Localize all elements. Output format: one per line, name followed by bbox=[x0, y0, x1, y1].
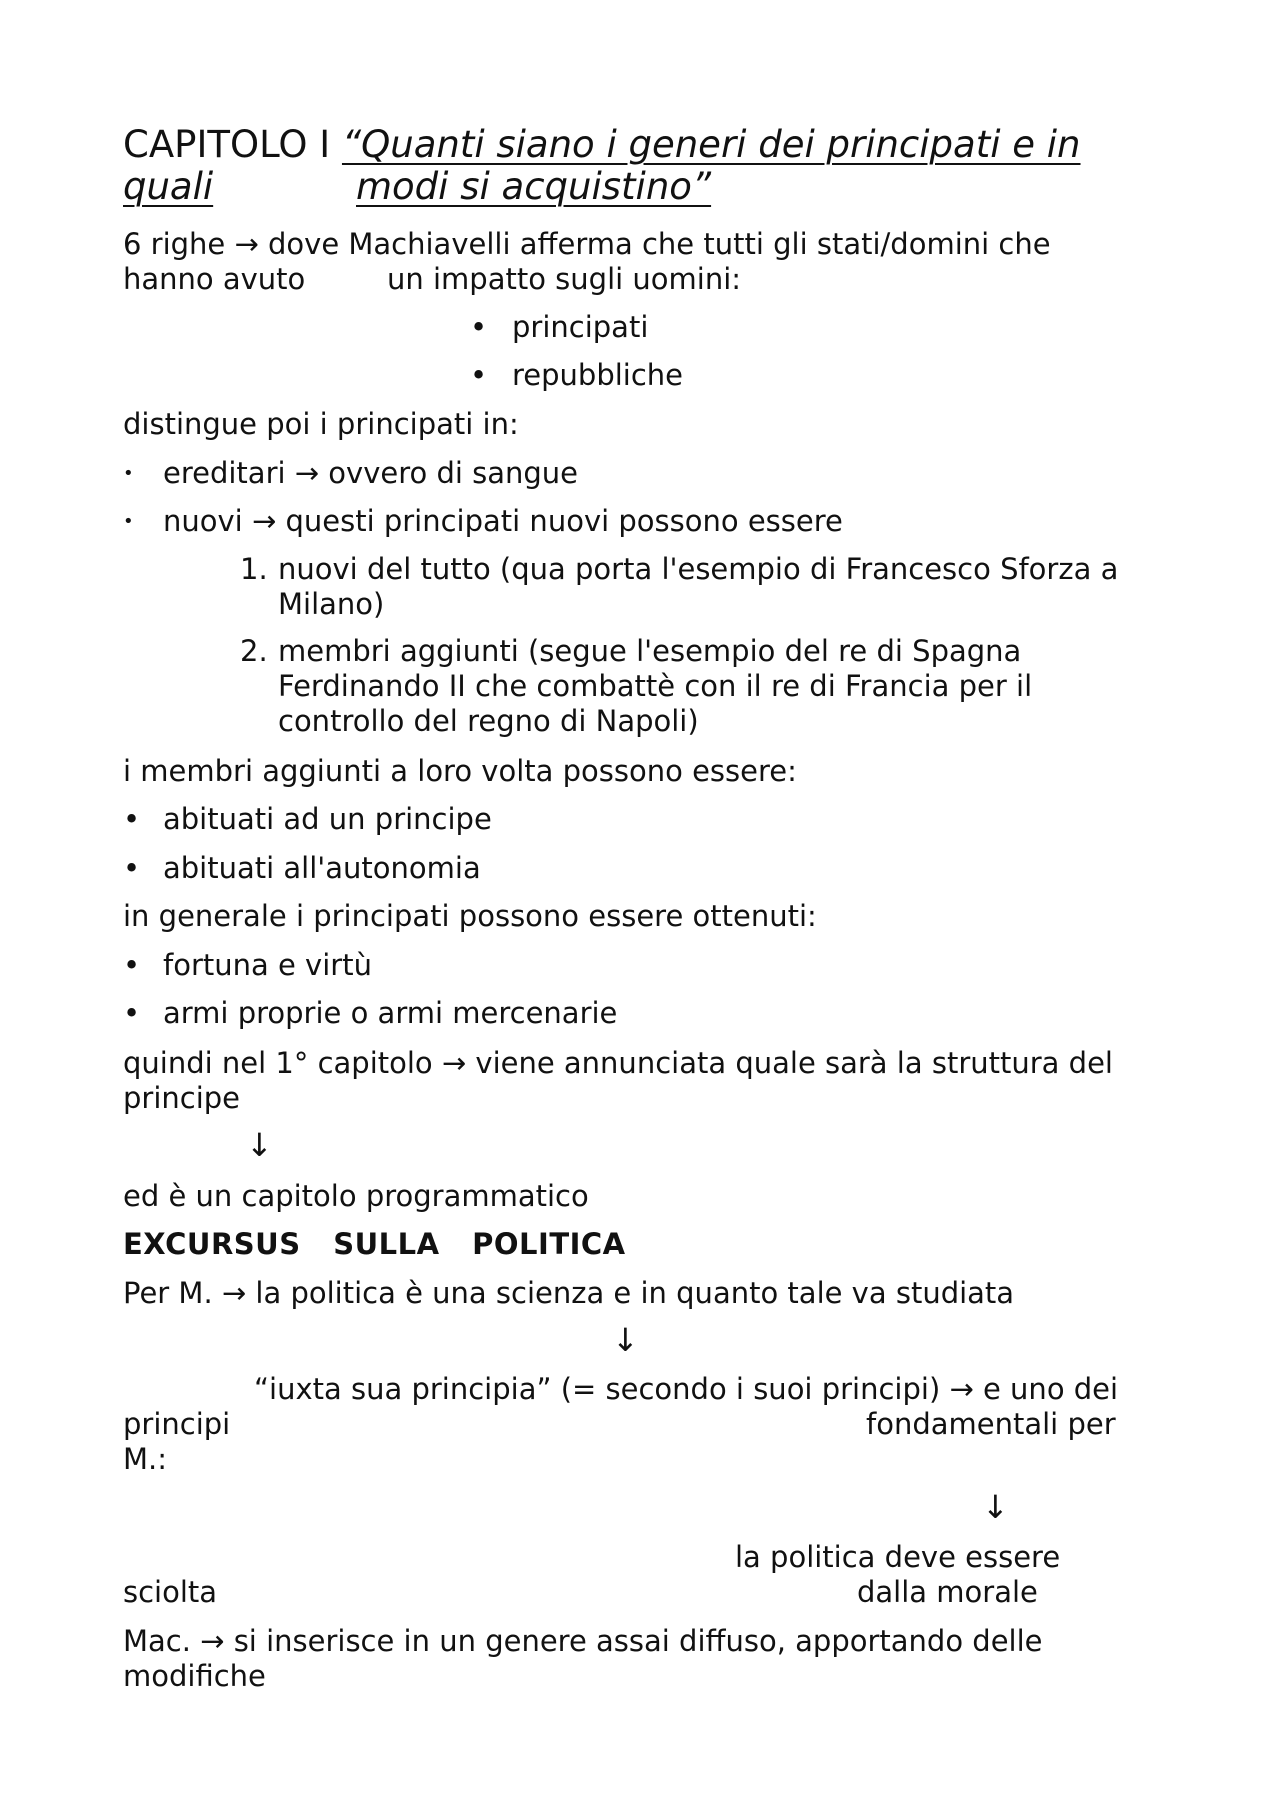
chapter-heading-line1 bbox=[123, 124, 1081, 166]
bullet-icon: • bbox=[123, 996, 141, 1030]
down-arrow-icon: ↓ bbox=[982, 1488, 1009, 1526]
numbered-item-1-line1: nuovi del tutto (qua porta l'esempio di Francesco Sforza a bbox=[278, 552, 1119, 586]
excursus-line4: M.: bbox=[123, 1442, 168, 1476]
down-arrow-icon: ↓ bbox=[612, 1321, 639, 1359]
summary-line1: quindi nel 1° capitolo → viene annunciata quale sarà la struttura del bbox=[123, 1046, 1113, 1080]
bullet-icon: • bbox=[123, 802, 141, 836]
intro-line2b: un impatto sugli uomini: bbox=[387, 262, 742, 296]
chapter-title-part2b: modi si acquistino” bbox=[356, 165, 712, 208]
bullet-icon: • bbox=[123, 948, 141, 982]
list-item-principati: principati bbox=[512, 310, 649, 344]
excursus-line7: Mac. → si inserisce in un genere assai diffuso, apportando delle bbox=[123, 1624, 1043, 1658]
list-item-fortuna: fortuna e virtù bbox=[163, 948, 372, 982]
distinction-lead: distingue poi i principati in: bbox=[123, 407, 519, 441]
chapter-title-part2a: quali bbox=[123, 165, 214, 208]
excursus-line3a: principi bbox=[123, 1407, 231, 1441]
intro-line2a: hanno avuto bbox=[123, 262, 306, 296]
bullet-icon: • bbox=[470, 358, 488, 392]
excursus-heading: EXCURSUS SULLA POLITICA bbox=[123, 1227, 626, 1261]
bullet-icon: • bbox=[123, 511, 134, 532]
excursus-line8: modifiche bbox=[123, 1659, 266, 1693]
members-lead: i membri aggiunti a loro volta possono essere: bbox=[123, 754, 797, 788]
numbered-item-1-line2: Milano) bbox=[278, 587, 385, 621]
numbered-item-number: 1. bbox=[240, 552, 268, 586]
list-item-nuovi: nuovi → questi principati nuovi possono essere bbox=[163, 504, 843, 538]
excursus-line6b: dalla morale bbox=[857, 1575, 1038, 1609]
list-item-repubbliche: repubbliche bbox=[512, 358, 684, 392]
numbered-item-2-line2: Ferdinando II che combattè con il re di Francia per il bbox=[278, 669, 1033, 703]
list-item-abituati-principe: abituati ad un principe bbox=[163, 802, 492, 836]
bullet-icon: • bbox=[470, 310, 488, 344]
bullet-icon: • bbox=[123, 463, 134, 484]
chapter-number: CAPITOLO I bbox=[123, 123, 342, 166]
excursus-line1: Per M. → la politica è una scienza e in quanto tale va studiata bbox=[123, 1276, 1015, 1310]
summary-line3: ed è un capitolo programmatico bbox=[123, 1179, 589, 1213]
excursus-line2: “iuxta sua principia” (= secondo i suoi principi) → e uno dei bbox=[254, 1372, 1119, 1406]
summary-line2: principe bbox=[123, 1081, 241, 1115]
list-item-ereditari: ereditari → ovvero di sangue bbox=[163, 456, 579, 490]
excursus-line5: la politica deve essere bbox=[735, 1540, 1061, 1574]
chapter-title-part1: “Quanti siano i generi dei principati e in bbox=[341, 123, 1081, 166]
excursus-line6a: sciolta bbox=[123, 1575, 218, 1609]
excursus-line3b: fondamentali per bbox=[866, 1407, 1116, 1441]
numbered-item-2-line3: controllo del regno di Napoli) bbox=[278, 704, 699, 738]
bullet-icon: • bbox=[123, 851, 141, 885]
list-item-armi: armi proprie o armi mercenarie bbox=[163, 996, 618, 1030]
down-arrow-icon: ↓ bbox=[246, 1126, 273, 1164]
list-item-abituati-autonomia: abituati all'autonomia bbox=[163, 851, 481, 885]
numbered-item-2-line1: membri aggiunti (segue l'esempio del re di Spagna bbox=[278, 634, 1022, 668]
intro-line1: 6 righe → dove Machiavelli afferma che tutti gli stati/domini che bbox=[123, 227, 1051, 261]
obtained-lead: in generale i principati possono essere ottenuti: bbox=[123, 899, 817, 933]
numbered-item-number: 2. bbox=[240, 634, 268, 668]
